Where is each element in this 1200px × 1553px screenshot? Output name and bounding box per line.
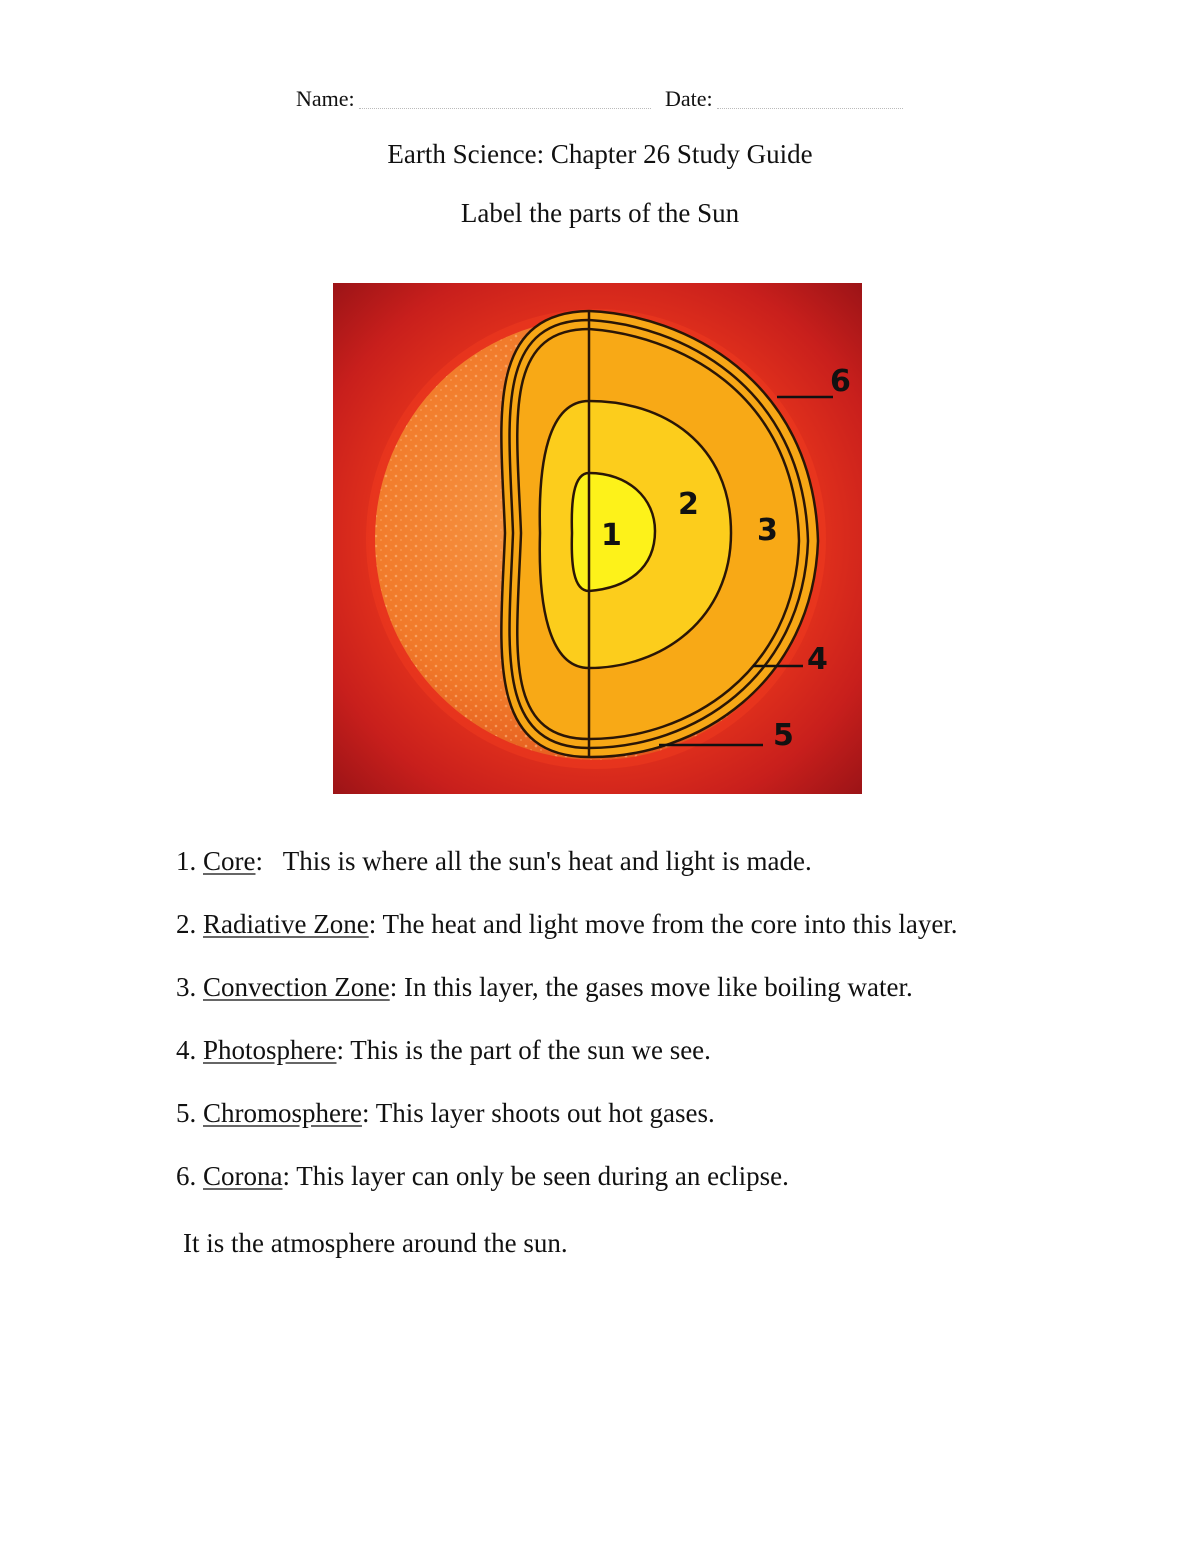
diagram-label-3: 3 — [757, 513, 778, 548]
item-separator: : — [255, 846, 283, 876]
page-subtitle: Label the parts of the Sun — [460, 198, 740, 228]
item-number: 5. — [176, 1098, 203, 1128]
item-description: This layer shoots out hot gases. — [375, 1098, 715, 1128]
diagram-label-1: 1 — [601, 518, 622, 553]
diagram-label-5: 5 — [773, 718, 794, 753]
list-item — [176, 972, 1156, 1035]
name-label: Name: — [296, 86, 355, 111]
item-number: 3. — [176, 972, 203, 1002]
sun-diagram-svg — [333, 283, 862, 794]
item-term: Corona — [203, 1161, 283, 1191]
item-description: This layer can only be seen during an eclipse. — [296, 1161, 789, 1191]
item-number: 1. — [176, 846, 203, 876]
date-label: Date: — [665, 86, 713, 111]
diagram-label-2: 2 — [678, 487, 699, 522]
item-number: 4. — [176, 1035, 203, 1065]
item-separator: : — [368, 909, 383, 939]
item-separator: : — [389, 972, 404, 1002]
list-item — [176, 1035, 1156, 1098]
list-item — [176, 1098, 1156, 1161]
list-item — [176, 846, 1156, 909]
diagram-label-4: 4 — [807, 642, 828, 677]
closing-note: It is the atmosphere around the sun. — [183, 1228, 568, 1258]
date-blank[interactable] — [717, 108, 903, 109]
item-description: In this layer, the gases move like boiling water. — [403, 972, 913, 1002]
definitions-list — [176, 846, 1156, 1224]
item-number: 6. — [176, 1161, 203, 1191]
item-term: Core — [203, 846, 256, 876]
list-item — [176, 1161, 1156, 1224]
item-term: Photosphere — [203, 1035, 337, 1065]
item-term: Chromosphere — [203, 1098, 362, 1128]
item-description: This is the part of the sun we see. — [350, 1035, 711, 1065]
page-title: Earth Science: Chapter 26 Study Guide — [387, 139, 813, 169]
item-term: Radiative Zone — [203, 909, 369, 939]
item-description: The heat and light move from the core into this layer. — [382, 909, 958, 939]
item-separator: : — [336, 1035, 351, 1065]
item-separator: : — [361, 1098, 376, 1128]
header-line — [0, 84, 1200, 114]
item-term: Convection Zone — [203, 972, 390, 1002]
name-blank[interactable] — [359, 108, 651, 109]
item-separator: : — [282, 1161, 297, 1191]
list-item — [176, 909, 1156, 972]
diagram-label-6: 6 — [830, 364, 851, 399]
item-number: 2. — [176, 909, 203, 939]
item-description: This is where all the sun's heat and light is made. — [282, 846, 812, 876]
sun-diagram — [333, 283, 862, 794]
